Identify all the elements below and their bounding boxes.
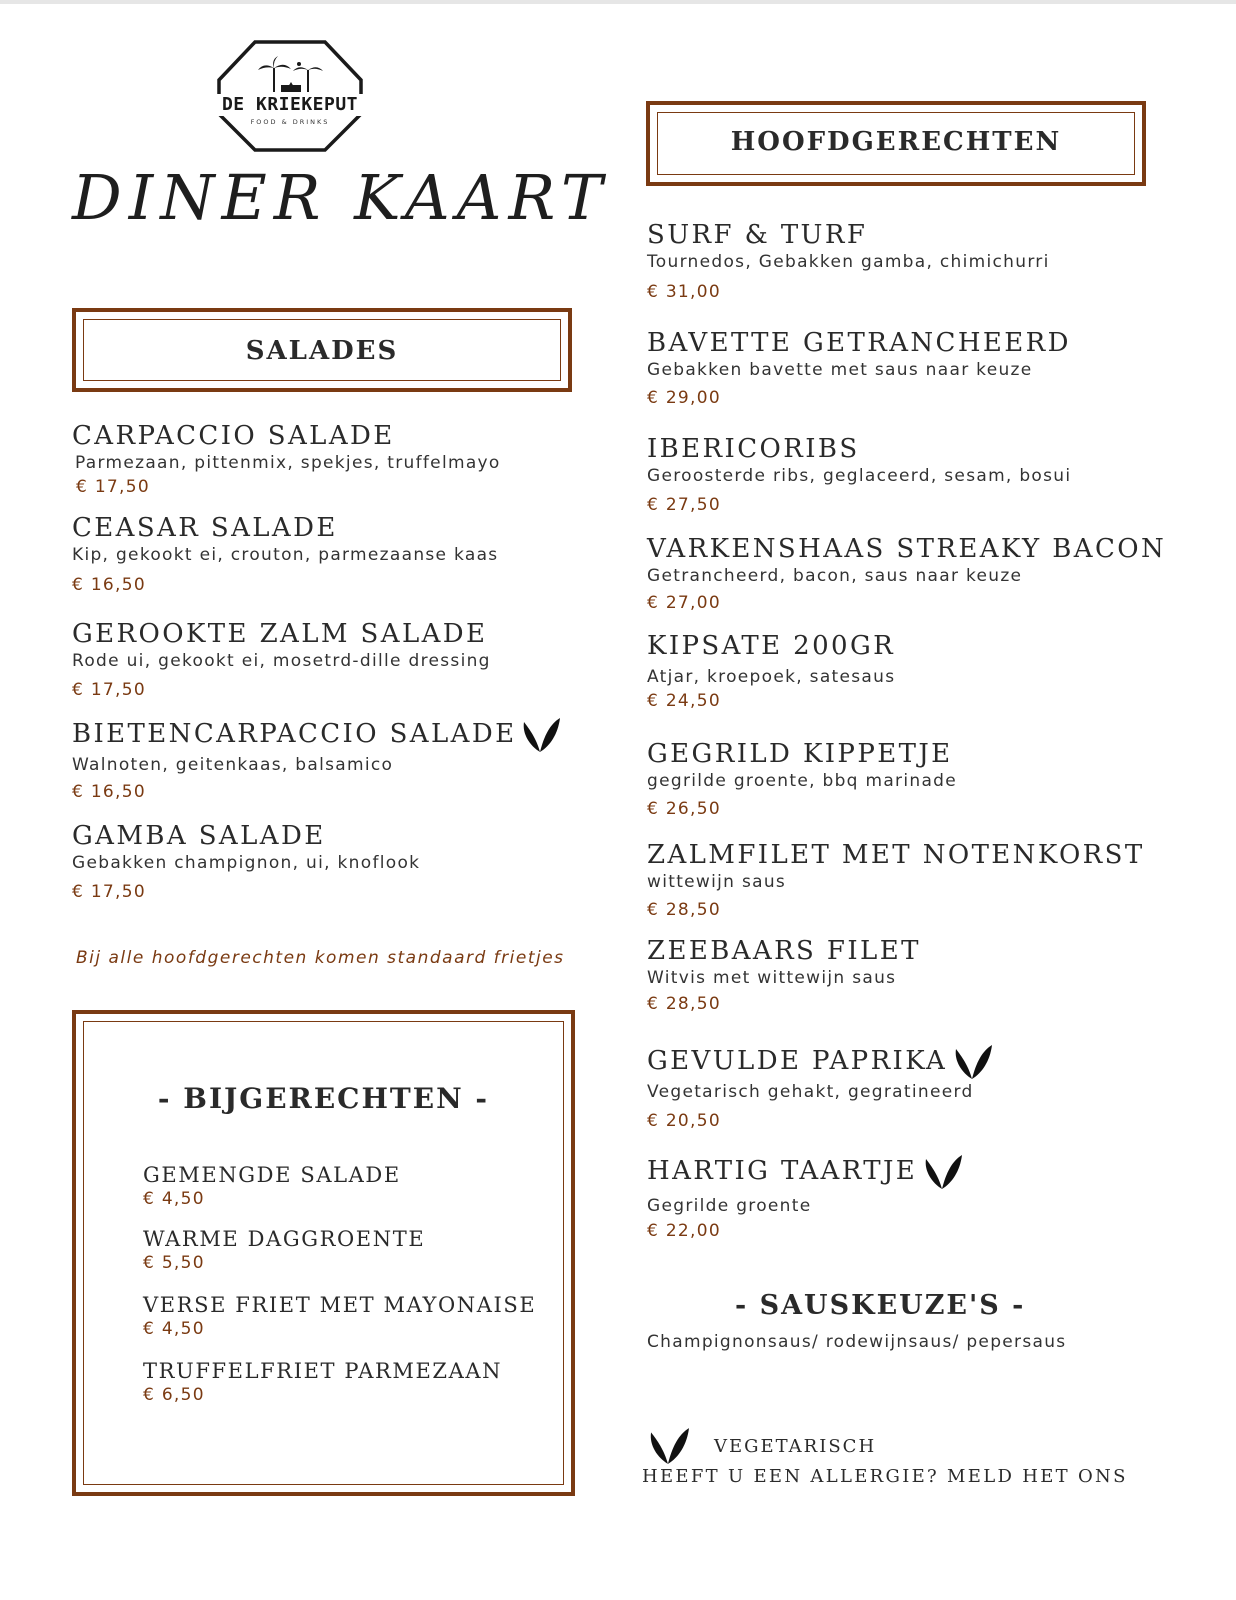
item-description: Geroosterde ribs, geglaceerd, sesam, bosui — [647, 466, 1072, 486]
item-description: wittewijn saus — [647, 872, 787, 892]
sauce-options: Champignonsaus/ rodewijnsaus/ pepersaus — [647, 1332, 1067, 1352]
menu-item — [72, 820, 420, 903]
item-description: Vegetarisch gehakt, gegratineerd — [647, 1082, 974, 1102]
logo-name: DE KRIEKEPUT — [215, 94, 365, 116]
page-title: DINER KAART — [72, 161, 610, 234]
item-price: € 17,50 — [72, 680, 146, 700]
item-price: € 28,50 — [647, 900, 721, 920]
item-name: GEGRILD KIPPETJE — [647, 739, 953, 769]
item-price: € 22,00 — [647, 1221, 721, 1241]
item-description: Parmezaan, pittenmix, spekjes, truffelmayo — [75, 453, 501, 473]
item-name: GEROOKTE ZALM SALADE — [72, 619, 488, 649]
item-name: CEASAR SALADE — [72, 513, 338, 543]
item-price: € 27,00 — [647, 593, 721, 613]
menu-item — [647, 533, 1166, 614]
item-price: € 16,50 — [72, 575, 146, 595]
hoofdgerechten-heading: HOOFDGERECHTEN — [730, 127, 1062, 157]
menu-item — [72, 618, 491, 701]
item-name: ZALMFILET MET NOTENKORST — [647, 840, 1145, 870]
logo-tagline: FOOD & DRINKS — [250, 118, 330, 126]
item-name: VARKENSHAAS STREAKY BACON — [647, 534, 1167, 564]
item-description: Kip, gekookt ei, crouton, parmezaanse kaas — [72, 545, 499, 565]
menu-item — [647, 1043, 995, 1132]
leaf-icon — [646, 1426, 692, 1470]
side-dish-item — [143, 1358, 502, 1406]
item-name: IBERICORIBS — [647, 434, 860, 464]
item-description: Getrancheerd, bacon, saus naar keuze — [647, 566, 1023, 586]
vegetarian-leaf-icon — [520, 716, 562, 754]
salades-header-box — [72, 308, 572, 392]
item-price: € 20,50 — [647, 1111, 721, 1131]
item-price: € 28,50 — [647, 994, 721, 1014]
menu-item — [647, 433, 1071, 516]
item-price: € 17,50 — [72, 882, 146, 902]
menu-item — [72, 512, 498, 596]
item-price: € 27,50 — [647, 495, 721, 515]
item-description: Walnoten, geitenkaas, balsamico — [72, 755, 394, 775]
menu-item — [647, 630, 895, 712]
item-price: € 17,50 — [76, 477, 150, 497]
item-description: Witvis met wittewijn saus — [647, 968, 897, 988]
item-description: Rode ui, gekookt ei, mosetrd-dille dressing — [72, 651, 491, 671]
item-name: BIETENCARPACCIO SALADE — [72, 719, 517, 749]
item-description: Atjar, kroepoek, satesaus — [647, 667, 896, 687]
item-description: Tournedos, Gebakken gamba, chimichurri — [647, 252, 1050, 272]
allergy-notice: HEEFT U EEN ALLERGIE? MELD HET ONS — [642, 1466, 1128, 1487]
item-name: ZEEBAARS FILET — [647, 936, 921, 966]
side-dish-price: € 6,50 — [143, 1385, 205, 1405]
item-description: gegrilde groente, bbq marinade — [647, 771, 958, 791]
item-name: GEVULDE PAPRIKA — [647, 1046, 948, 1076]
menu-item — [647, 1153, 965, 1242]
side-dish-price: € 4,50 — [143, 1319, 205, 1339]
item-price: € 24,50 — [647, 691, 721, 711]
item-name: CARPACCIO SALADE — [72, 421, 395, 451]
side-dish-name: WARME DAGGROENTE — [143, 1227, 426, 1251]
vegetarian-leaf-icon — [951, 1043, 995, 1081]
side-dish-name: VERSE FRIET MET MAYONAISE — [143, 1293, 537, 1317]
menu-item — [647, 219, 1050, 303]
sauskeuze-heading: - SAUSKEUZE'S - — [735, 1290, 1026, 1321]
side-dish-price: € 5,50 — [143, 1253, 205, 1273]
vegetarian-leaf-icon — [921, 1153, 965, 1191]
item-name: BAVETTE GETRANCHEERD — [647, 328, 1071, 358]
item-name: SURF & TURF — [647, 220, 868, 250]
menu-item — [647, 738, 957, 820]
salades-heading: SALADES — [245, 336, 399, 366]
item-description: Gegrilde groente — [647, 1196, 812, 1216]
side-dish-price: € 4,50 — [143, 1189, 205, 1209]
item-price: € 26,50 — [647, 799, 721, 819]
item-name: HARTIG TAARTJE — [647, 1156, 918, 1186]
item-name: KIPSATE 200GR — [647, 631, 896, 661]
vegetarian-legend-label: VEGETARISCH — [714, 1436, 877, 1457]
menu-item — [647, 839, 1145, 921]
fries-note: Bij alle hoofdgerechten komen standaard frietjes — [76, 948, 565, 968]
side-dish-item — [143, 1226, 425, 1274]
menu-item — [72, 420, 501, 498]
item-description: Gebakken champignon, ui, knoflook — [72, 853, 421, 873]
item-price: € 16,50 — [72, 782, 146, 802]
top-border — [0, 0, 1236, 4]
restaurant-logo — [215, 38, 365, 153]
side-dish-name: TRUFFELFRIET PARMEZAAN — [143, 1359, 503, 1383]
side-dish-name: GEMENGDE SALADE — [143, 1163, 401, 1187]
menu-item — [72, 716, 562, 803]
item-price: € 29,00 — [647, 388, 721, 408]
item-description: Gebakken bavette met saus naar keuze — [647, 360, 1033, 380]
bijgerechten-heading: - BIJGERECHTEN - — [157, 1082, 490, 1115]
item-price: € 31,00 — [647, 282, 721, 302]
side-dish-item — [143, 1162, 401, 1210]
menu-item — [647, 935, 921, 1015]
hoofdgerechten-header-box — [646, 101, 1146, 186]
item-name: GAMBA SALADE — [72, 821, 326, 851]
side-dish-item — [143, 1292, 536, 1340]
menu-item — [647, 327, 1071, 409]
